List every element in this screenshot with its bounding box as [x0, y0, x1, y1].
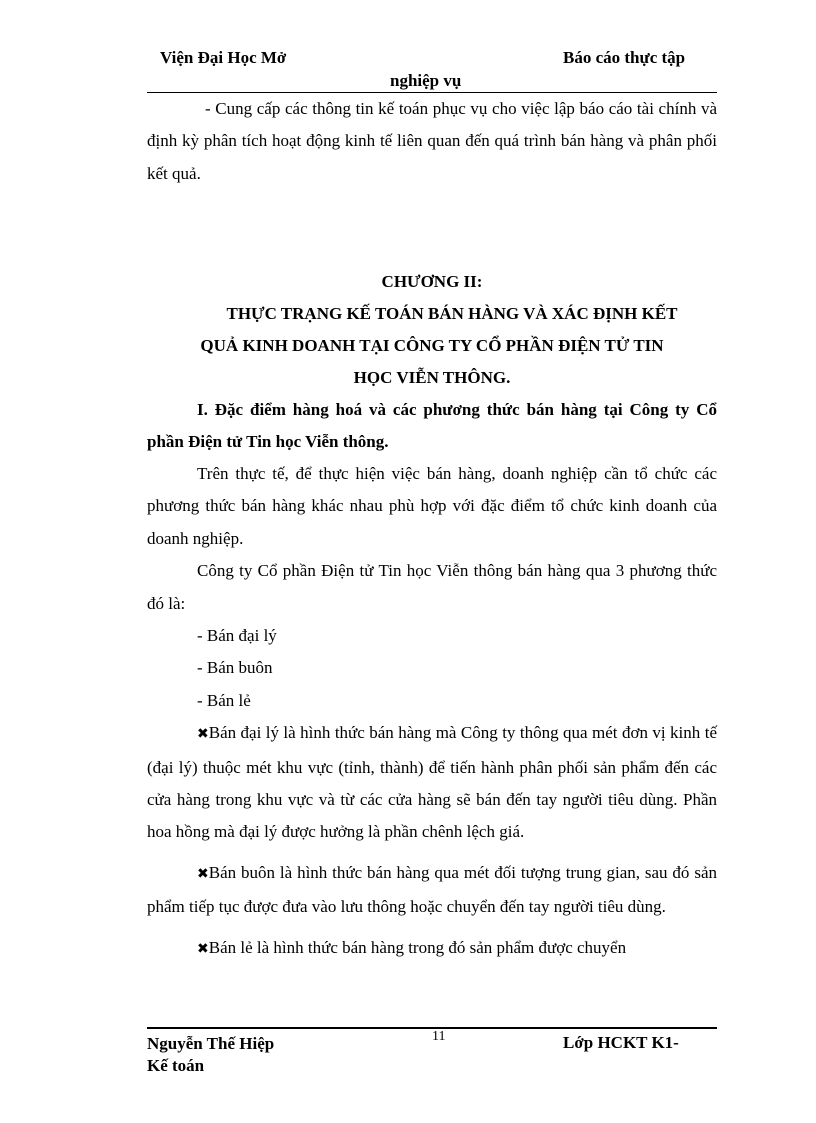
footer-class: Lớp HCKT K1- — [563, 1033, 679, 1052]
bullet-paragraph-wholesale — [147, 857, 717, 924]
footer-department: Kế toán — [147, 1056, 205, 1075]
bullet-paragraph-retail — [147, 932, 717, 966]
section-title: I. Đặc điểm hàng hoá và các phương thức bán hàng tại Công ty Cổ phần Điện tử Tin học Viễn thông. — [147, 400, 717, 451]
bullet-text-wholesale: Bán buôn là hình thức bán hàng qua mét đối tượng trung gian, sau đó sản phẩm tiếp tục được đưa vào lưu thông hoặc chuyển đến tay người tiêu dùng. — [147, 862, 717, 917]
page-number: 11 — [432, 1029, 446, 1044]
method-item-wholesale: - Bán buôn — [197, 658, 273, 678]
bullet-paragraph-agency — [147, 717, 717, 849]
cross-bullet-icon: ✖ — [197, 941, 209, 957]
section-1 — [147, 394, 717, 966]
footer-author-block — [147, 1033, 274, 1077]
cross-bullet-icon: ✖ — [197, 866, 209, 882]
method-item-agency: - Bán đại lý — [197, 626, 277, 646]
intro-block — [147, 93, 717, 190]
bullet-text-agency: Bán đại lý là hình thức bán hàng mà Công ty thông qua mét đơn vị kinh tế (đại lý) thuộc mét khu vực (tỉnh, thành) để tiến hành phân phối sản phẩm đến các cửa hàng trong khu vực và từ các cửa hàng sẽ bán đến tay người tiêu dùng. Phần hoa hồng mà đại lý được hưởng là phần chênh lệch giá. — [147, 723, 717, 842]
chapter-title-line-2: QUẢ KINH DOANH TẠI CÔNG TY CỔ PHẦN ĐIỆN TỬ TIN — [200, 336, 664, 355]
method-item-retail: - Bán lẻ — [197, 690, 251, 710]
intro-paragraph: - Cung cấp các thông tin kế toán phục vụ cho việc lập báo cáo tài chính và định kỳ phân tích hoạt động kinh tế liên quan đến quá trình bán hàng và phân phối kết quả. — [147, 99, 717, 183]
footer-author: Nguyễn Thế Hiệp — [147, 1034, 275, 1053]
paragraph-sales-methods-intro: Công ty Cổ phần Điện tử Tin học Viễn thông bán hàng qua 3 phương thức đó là: — [147, 561, 717, 613]
chapter-title-line-1: THỰC TRẠNG KẾ TOÁN BÁN HÀNG VÀ XÁC ĐỊNH KẾT — [226, 304, 678, 323]
chapter-title-line-3: HỌC VIỄN THÔNG. — [353, 368, 511, 387]
chapter-label: CHƯƠNG II: — [381, 272, 483, 291]
header-institution: Viện Đại Học Mở — [160, 48, 287, 67]
bullet-text-retail: Bán lẻ là hình thức bán hàng trong đó sản phẩm được chuyển — [208, 937, 627, 957]
header-report-title-continuation: nghiệp vụ — [390, 71, 462, 90]
paragraph-sales-organization: Trên thực tế, để thực hiện việc bán hàng, doanh nghiệp cần tổ chức các phương thức bán hàng khác nhau phù hợp với đặc điểm tổ chức kinh doanh của doanh nghiệp. — [147, 464, 717, 548]
cross-bullet-icon: ✖ — [197, 727, 209, 743]
chapter-heading — [147, 266, 717, 394]
header-report-title: Báo cáo thực tập — [563, 48, 686, 67]
